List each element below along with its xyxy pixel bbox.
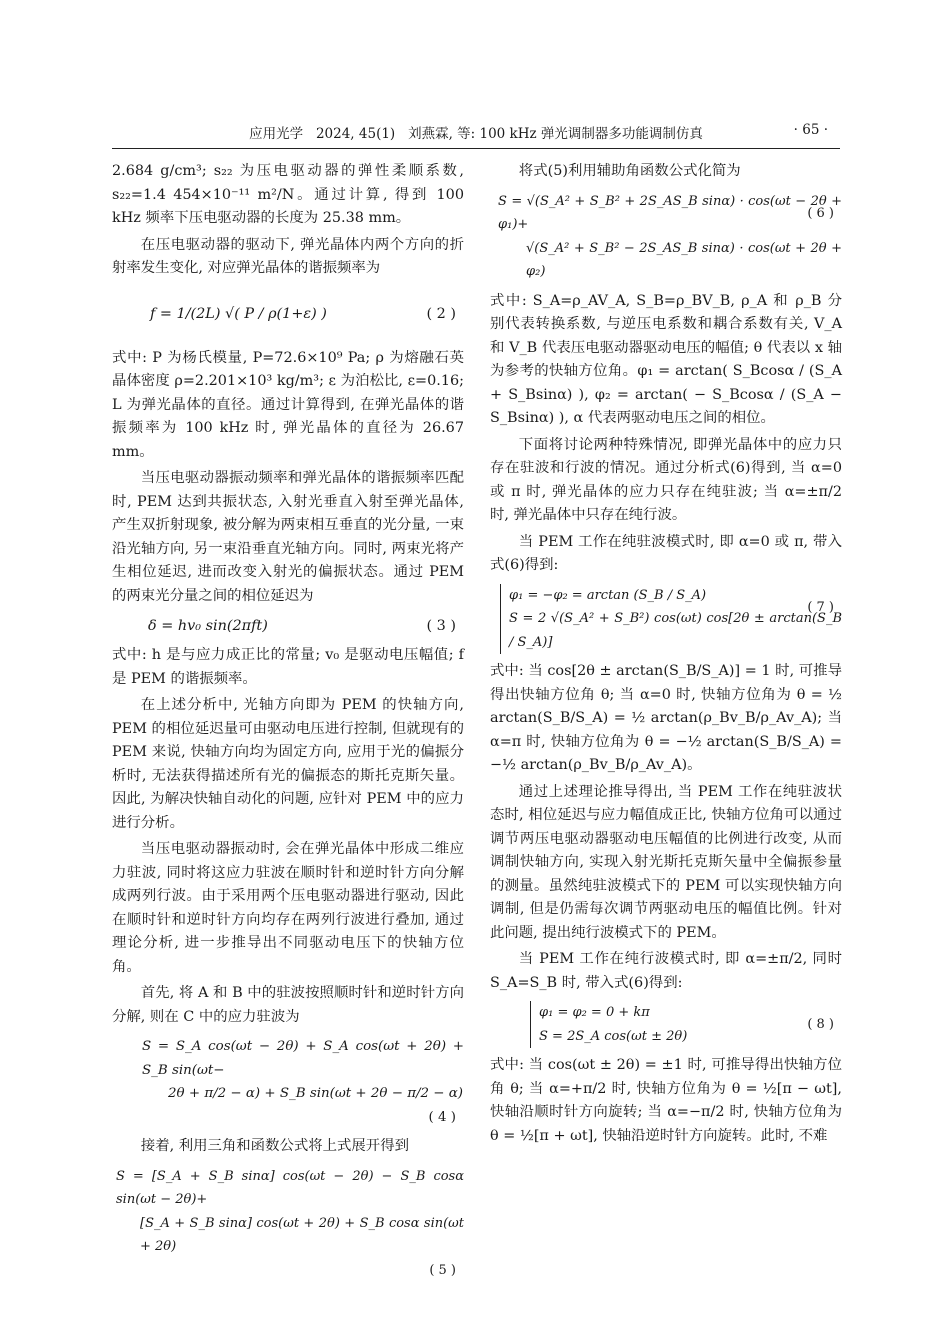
equation-number: ( 6 ) — [807, 205, 834, 221]
equation-brace — [500, 584, 842, 655]
paragraph: 当 PEM 工作在纯驻波模式时, 即 α=0 或 π, 带入式(6)得到: — [490, 533, 842, 573]
paragraph: 式中: P 为杨氏模量, P=72.6×10⁹ Pa; ρ 为熔融石英晶体密度 ρ=2.201×10³ kg/m³; ε 为泊松比, ε=0.16; L 为弹光晶体的直径。通过计算得到, 在弹光晶体的谐振频率为 100 kHz 时, 弹光晶体的直径为 26.67 mm。 — [112, 349, 464, 460]
paragraph: 当压电驱动器振动时, 会在弹光晶体中形成二维应力驻波, 同时将这应力驻波在顺时针和逆时针方向分解成两列行波。由于采用两个压电驱动器进行驱动, 因此在顺时针和逆时针方向均存在两列行波进行叠加, 通过理论分析, 进一步推导出不同驱动电压下的快轴方位角。 — [112, 841, 464, 975]
equation-2 — [112, 287, 464, 341]
equation-4 — [112, 1035, 464, 1129]
equation-line: S = 2S_A cos(ωt ± 2θ) — [539, 1028, 688, 1044]
equation-line: S = S_A cos(ωt − 2θ) + S_A cos(ωt + 2θ) + S_B sin(ωt− — [142, 1039, 464, 1078]
equation-3 — [112, 614, 464, 638]
equation-line: S = [S_A + S_B sinα] cos(ωt − 2θ) − S_B cosα sin(ωt − 2θ)+ — [116, 1168, 464, 1207]
paragraph: 通过上述理论推导得出, 当 PEM 工作在纯驻波状态时, 相位延迟与应力幅值成正比, 快轴方位角可以通过调节两压电驱动器驱动电压幅值的比例进行改变, 从而调制快轴方向, 实现入射光斯托克斯矢量中全偏振参量的测量。虽然纯驻波模式下的 PEM 可以实现快轴方向调制, 但是仍需每次调节两驱动电压的幅值比例。针对此问题, 提出纯行波模式下的 PEM。 — [490, 783, 842, 941]
equation-line: 2θ + π/2 − α) + S_B sin(ωt + 2θ − π/2 − α) — [168, 1086, 464, 1101]
equation-number: ( 5 ) — [429, 1262, 456, 1278]
paragraph: 当压电驱动器振动频率和弹光晶体的谐振频率匹配时, PEM 达到共振状态, 入射光垂直入射至弹光晶体, 产生双折射现象, 被分解为两束相互垂直的光分量, 一束沿光轴方向, 另一束沿垂直光轴方向。同时, 两束光将产生相位延迟, 进而改变入射光的偏振状态。通过 PEM 的两束光分量之间的相位延迟为 — [112, 470, 464, 604]
equation-brace — [530, 1001, 687, 1048]
paragraph: 将式(5)利用辅助角函数公式化简为 — [518, 163, 741, 179]
equation-number: ( 2 ) — [426, 305, 456, 322]
header-center — [112, 122, 840, 142]
paragraph: 在压电驱动器的驱动下, 弹光晶体内两个方向的折射率发生变化, 对应弹光晶体的谐振频率为 — [112, 236, 464, 276]
equation-6 — [490, 190, 842, 284]
equation-line: S = 2 √(S_A² + S_B²) cos(ωt) cos[2θ ± arctan(S_B / S_A)] — [509, 611, 842, 650]
running-header — [112, 122, 840, 146]
equation-number: ( 8 ) — [807, 1017, 834, 1032]
equation-line: φ₁ = −φ₂ = arctan (S_B / S_A) — [509, 587, 707, 603]
equation-number: ( 7 ) — [807, 599, 834, 615]
equation-number: ( 4 ) — [428, 1109, 456, 1125]
equation-5 — [112, 1165, 464, 1283]
right-column — [490, 160, 842, 1151]
paragraph: 2.684 g/cm³; s₂₂ 为压电驱动器的弹性柔顺系数, s₂₂=1.4 454×10⁻¹¹ m²/N。通过计算, 得到 100 kHz 频率下压电驱动器的长度为 25.38 mm。 — [112, 163, 464, 226]
paragraph: 式中: 当 cos(ωt ± 2θ) = ±1 时, 可推导得出快轴方位角 θ; 当 α=+π/2 时, 快轴方位角为 θ = ½[π − ωt], 快轴沿顺时针方向旋转; 当 α=−π/2 时, 快轴方位角为 θ = ½[π + ωt], 快轴沿逆时针方向旋转。此时, 不难 — [490, 1057, 842, 1144]
equation-body: δ = hv₀ sin(2πft) — [148, 618, 268, 634]
page-number: · 65 · — [793, 122, 828, 138]
equation-7 — [490, 584, 842, 655]
equation-line: [S_A + S_B sinα] cos(ωt + 2θ) + S_B cosα sin(ωt + 2θ) — [140, 1215, 464, 1254]
paragraph: 式中: S_A=ρ_AV_A, S_B=ρ_BV_B, ρ_A 和 ρ_B 分别代表转换系数, 与逆压电系数和耦合系数有关, V_A 和 V_B 代表压电驱动器驱动电压的幅值; θ 代表以 x 轴为参考的快轴方位角。φ₁ = arctan( S_Bcosα / (S_A + S_Bsinα) ), φ₂ = arctan( − S_Bcosα / (S_A − S_Bsinα) ), α 代表两驱动电压之间的相位。 — [490, 292, 842, 426]
header-rule — [112, 148, 840, 149]
paragraph: 式中: h 是与应力成正比的常量; v₀ 是驱动电压幅值; f 是 PEM 的谐振频率。 — [112, 647, 464, 687]
authors-title: 刘燕霖, 等: 100 kHz 弹光调制器多功能调制仿真 — [408, 126, 703, 142]
paragraph: 在上述分析中, 光轴方向即为 PEM 的快轴方向, PEM 的相位延迟量可由驱动电压进行控制, 但就现有的 PEM 来说, 快轴方向均为固定方向, 应用于光的偏振分析时, 无法获得描述所有光的偏振态的斯托克斯矢量。因此, 为解决快轴自动化的问题, 应针对 PEM 中的应力进行分析。 — [112, 697, 464, 831]
paragraph: 接着, 利用三角和函数公式将上式展开得到 — [140, 1138, 409, 1154]
equation-8 — [490, 1001, 842, 1048]
equation-line: φ₁ = φ₂ = 0 + kπ — [539, 1005, 650, 1020]
left-column — [112, 160, 464, 1288]
equation-body: f = 1/(2L) √( P / ρ(1+ε) ) — [150, 305, 327, 322]
equation-line: S = √(S_A² + S_B² + 2S_AS_B sinα) · cos(ωt − 2θ + φ₁)+ — [498, 193, 842, 232]
equation-line: √(S_A² + S_B² − 2S_AS_B sinα) · cos(ωt + 2θ + φ₂) — [526, 240, 842, 279]
paragraph: 当 PEM 工作在纯行波模式时, 即 α=±π/2, 同时 S_A=S_B 时, 带入式(6)得到: — [490, 951, 842, 991]
issue-info: 2024, 45(1) — [315, 126, 396, 142]
equation-number: ( 3 ) — [426, 618, 456, 634]
journal-name: 应用光学 — [249, 126, 304, 142]
paragraph: 式中: 当 cos[2θ ± arctan(S_B/S_A)] = 1 时, 可推导得出快轴方位角 θ; 当 α=0 时, 快轴方位角为 θ = ½ arctan(S_B/S_A) = ½ arctan(ρ_Bv_B/ρ_Av_A); 当 α=π 时, 快轴方位角为 θ = −½ arctan(S_B/S_A) = −½ arctan(ρ_Bv_B/ρ_Av_A)。 — [490, 663, 842, 773]
paragraph: 首先, 将 A 和 B 中的驻波按照顺时针和逆时针方向分解, 则在 C 中的应力驻波为 — [112, 985, 464, 1025]
paragraph: 下面将讨论两种特殊情况, 即弹光晶体中的应力只存在驻波和行波的情况。通过分析式(6)得到, 当 α=0 或 π 时, 弹光晶体的应力只存在纯驻波; 当 α=±π/2 时, 弹光晶体中只存在纯行波。 — [490, 436, 842, 523]
